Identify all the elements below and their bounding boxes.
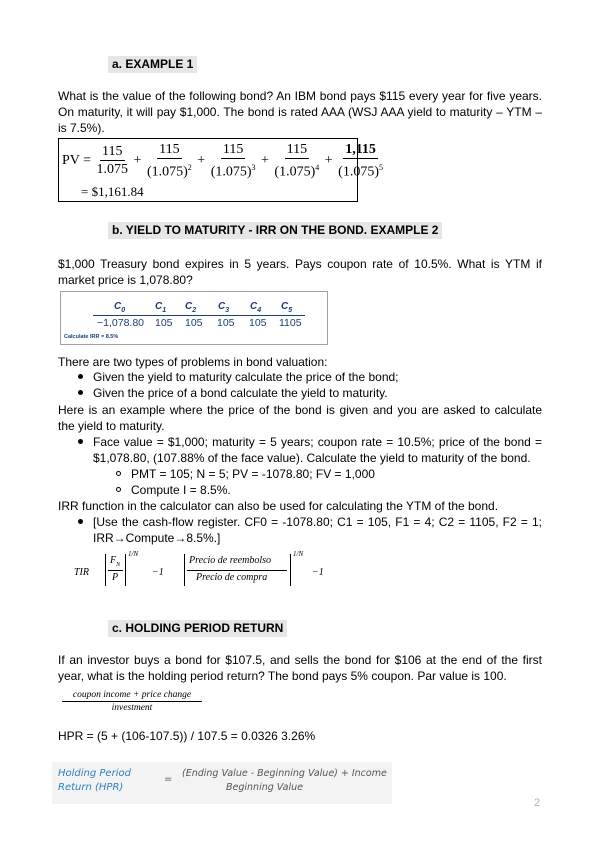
section-a-heading: a. EXAMPLE 1 (108, 56, 197, 73)
hpr-label-line-2: Return (HPR) (58, 782, 124, 793)
frac-line (187, 570, 287, 571)
cf-header-1: $C_1$ (155, 301, 167, 314)
cf-value-0: −1,078.80 (97, 317, 145, 329)
page-number: 2 (534, 797, 541, 809)
plus-sign: + (133, 152, 142, 168)
bullet-dot (78, 374, 83, 379)
bullet-price-to-yield: Given the price of a bond calculate the yield to maturity. (93, 386, 388, 400)
example-line-1: Here is an example where the price of the bond is given and you are asked to calculate (58, 403, 542, 417)
pv-term-3: $\frac{115}{(1.075)^3}$ (210, 142, 256, 180)
cf-value-1: 105 (155, 317, 173, 329)
sub-bullet-circle (116, 471, 121, 476)
hpr-fraction-num: coupon income + price change (72, 690, 192, 700)
cf-header-2: $C_2$ (185, 301, 197, 314)
register-line-1: [Use the cash-flow register. CF0 = -1078.80; C1 = 105, F1 = 4; C2 = 1105, F2 = 1; (93, 515, 542, 529)
sub-bullet-inputs: PMT = 105; N = 5; PV = -1078.80; FV = 1,000 (131, 467, 375, 481)
tir-p: P (112, 572, 119, 583)
tir-minus-2: −1 (312, 567, 324, 578)
tir-minus-1: −1 (152, 567, 164, 578)
hpr-label-line-1: Holding Period (58, 768, 131, 779)
hpr-definition-box (52, 762, 392, 804)
tir-exp-1: 1/N (128, 550, 139, 558)
cf-note: Calculate IRR = 8.5% (64, 334, 119, 340)
tir-formula (72, 552, 342, 596)
cf-header-4: $C_4$ (250, 301, 262, 314)
tir-num-2: Precio de reembolso (189, 555, 272, 566)
tir-fn: $F_N$ (110, 555, 121, 568)
pv-formula-row (62, 141, 385, 181)
plus-sign: + (261, 152, 269, 168)
cashflow-table (60, 291, 328, 345)
irr-function-text: IRR function in the calculator can also be used for calculating the YTM of the bond. (58, 499, 499, 513)
abs-bar (105, 554, 106, 586)
frac-line (62, 701, 202, 702)
tir-exp-2: 1/N (293, 550, 304, 558)
cf-header-3: $C_3$ (218, 301, 230, 314)
abs-bar (290, 554, 291, 586)
pv-term-1: $\frac{115}{1.075}$ (96, 144, 129, 178)
abs-bar (125, 554, 126, 586)
bullet-dot (78, 390, 83, 395)
section-b-text: $1,000 Treasury bond expires in 5 years. Pays coupon rate of 10.5%. What is YTM if market price is 1,078.80? (58, 257, 542, 287)
section-b-heading: b. YIELD TO MATURITY - IRR ON THE BOND. EXAMPLE 2 (108, 222, 442, 239)
hpr-fraction (62, 690, 202, 713)
pv-term-4: $\frac{115}{(1.075)^4}$ (274, 142, 320, 180)
hpr-calculation: HPR = (5 + (106-107.5)) / 107.5 = 0.0326 3.26% (58, 729, 316, 743)
section-c-heading: c. HOLDING PERIOD RETURN (108, 620, 287, 637)
cf-value-5: 1105 (279, 317, 302, 329)
cf-divider (93, 315, 305, 316)
section-c-text: If an investor buys a bond for $107.5, and sells the bond for $106 at the end of the first year, what is the holding period return? The bond pays 5% coupon. Par value is 100. (58, 653, 542, 683)
register-line-2: IRR→Compute→8.5%.] (93, 531, 221, 545)
face-value-line-1: Face value = $1,000; maturity = 5 years; coupon rate = 10.5%; price of the bond = (93, 435, 542, 449)
bullet-yield-to-price: Given the yield to maturity calculate the price of the bond; (93, 370, 399, 384)
cf-value-4: 105 (249, 317, 267, 329)
plus-sign: + (324, 152, 333, 168)
example-line-2: the yield to maturity. (58, 419, 165, 433)
hpr-hand-numerator: (Ending Value - Beginning Value) + Income (182, 768, 387, 779)
pv-result: = $1,161.84 (81, 184, 144, 199)
cf-value-2: 105 (185, 317, 203, 329)
bullet-dot (78, 439, 83, 444)
cf-header-0: $C_0$ (114, 301, 126, 314)
hpr-hand-denominator: Beginning Value (226, 782, 304, 793)
tir-den-2: Precio de compra (196, 572, 268, 583)
pv-term-2: $\frac{115}{(1.075)^2}$ (146, 142, 192, 180)
abs-bar (184, 554, 185, 586)
pv-term-5: $\frac{1,115}{(1.075)^5}$ (338, 142, 383, 180)
section-a-text: What is the value of the following bond? An IBM bond pays $115 every year for five years. On maturity, it will pay $1,000. The bond is rated AAA (WSJ AAA yield to maturity – YTM – is 7.5%). (58, 89, 542, 135)
hpr-fraction-den: investment (111, 703, 153, 713)
tir-label: TIR (74, 567, 89, 578)
cf-value-3: 105 (217, 317, 235, 329)
frac-line (108, 570, 123, 571)
sub-bullet-circle (116, 487, 121, 492)
plus-sign: + (197, 152, 206, 168)
bullet-dot (78, 519, 83, 524)
sub-bullet-compute: Compute I = 8.5%. (131, 483, 231, 497)
hpr-equals: = (164, 774, 173, 785)
pv-lhs: PV = (62, 152, 92, 168)
cf-header-5: $C_5$ (281, 301, 293, 314)
face-value-line-2: $1,078.80, (107.88% of the face value). Calculate the yield to maturity of the bond. (93, 451, 531, 465)
bond-valuation-intro: There are two types of problems in bond valuation: (58, 355, 328, 369)
pv-formula (58, 138, 383, 202)
